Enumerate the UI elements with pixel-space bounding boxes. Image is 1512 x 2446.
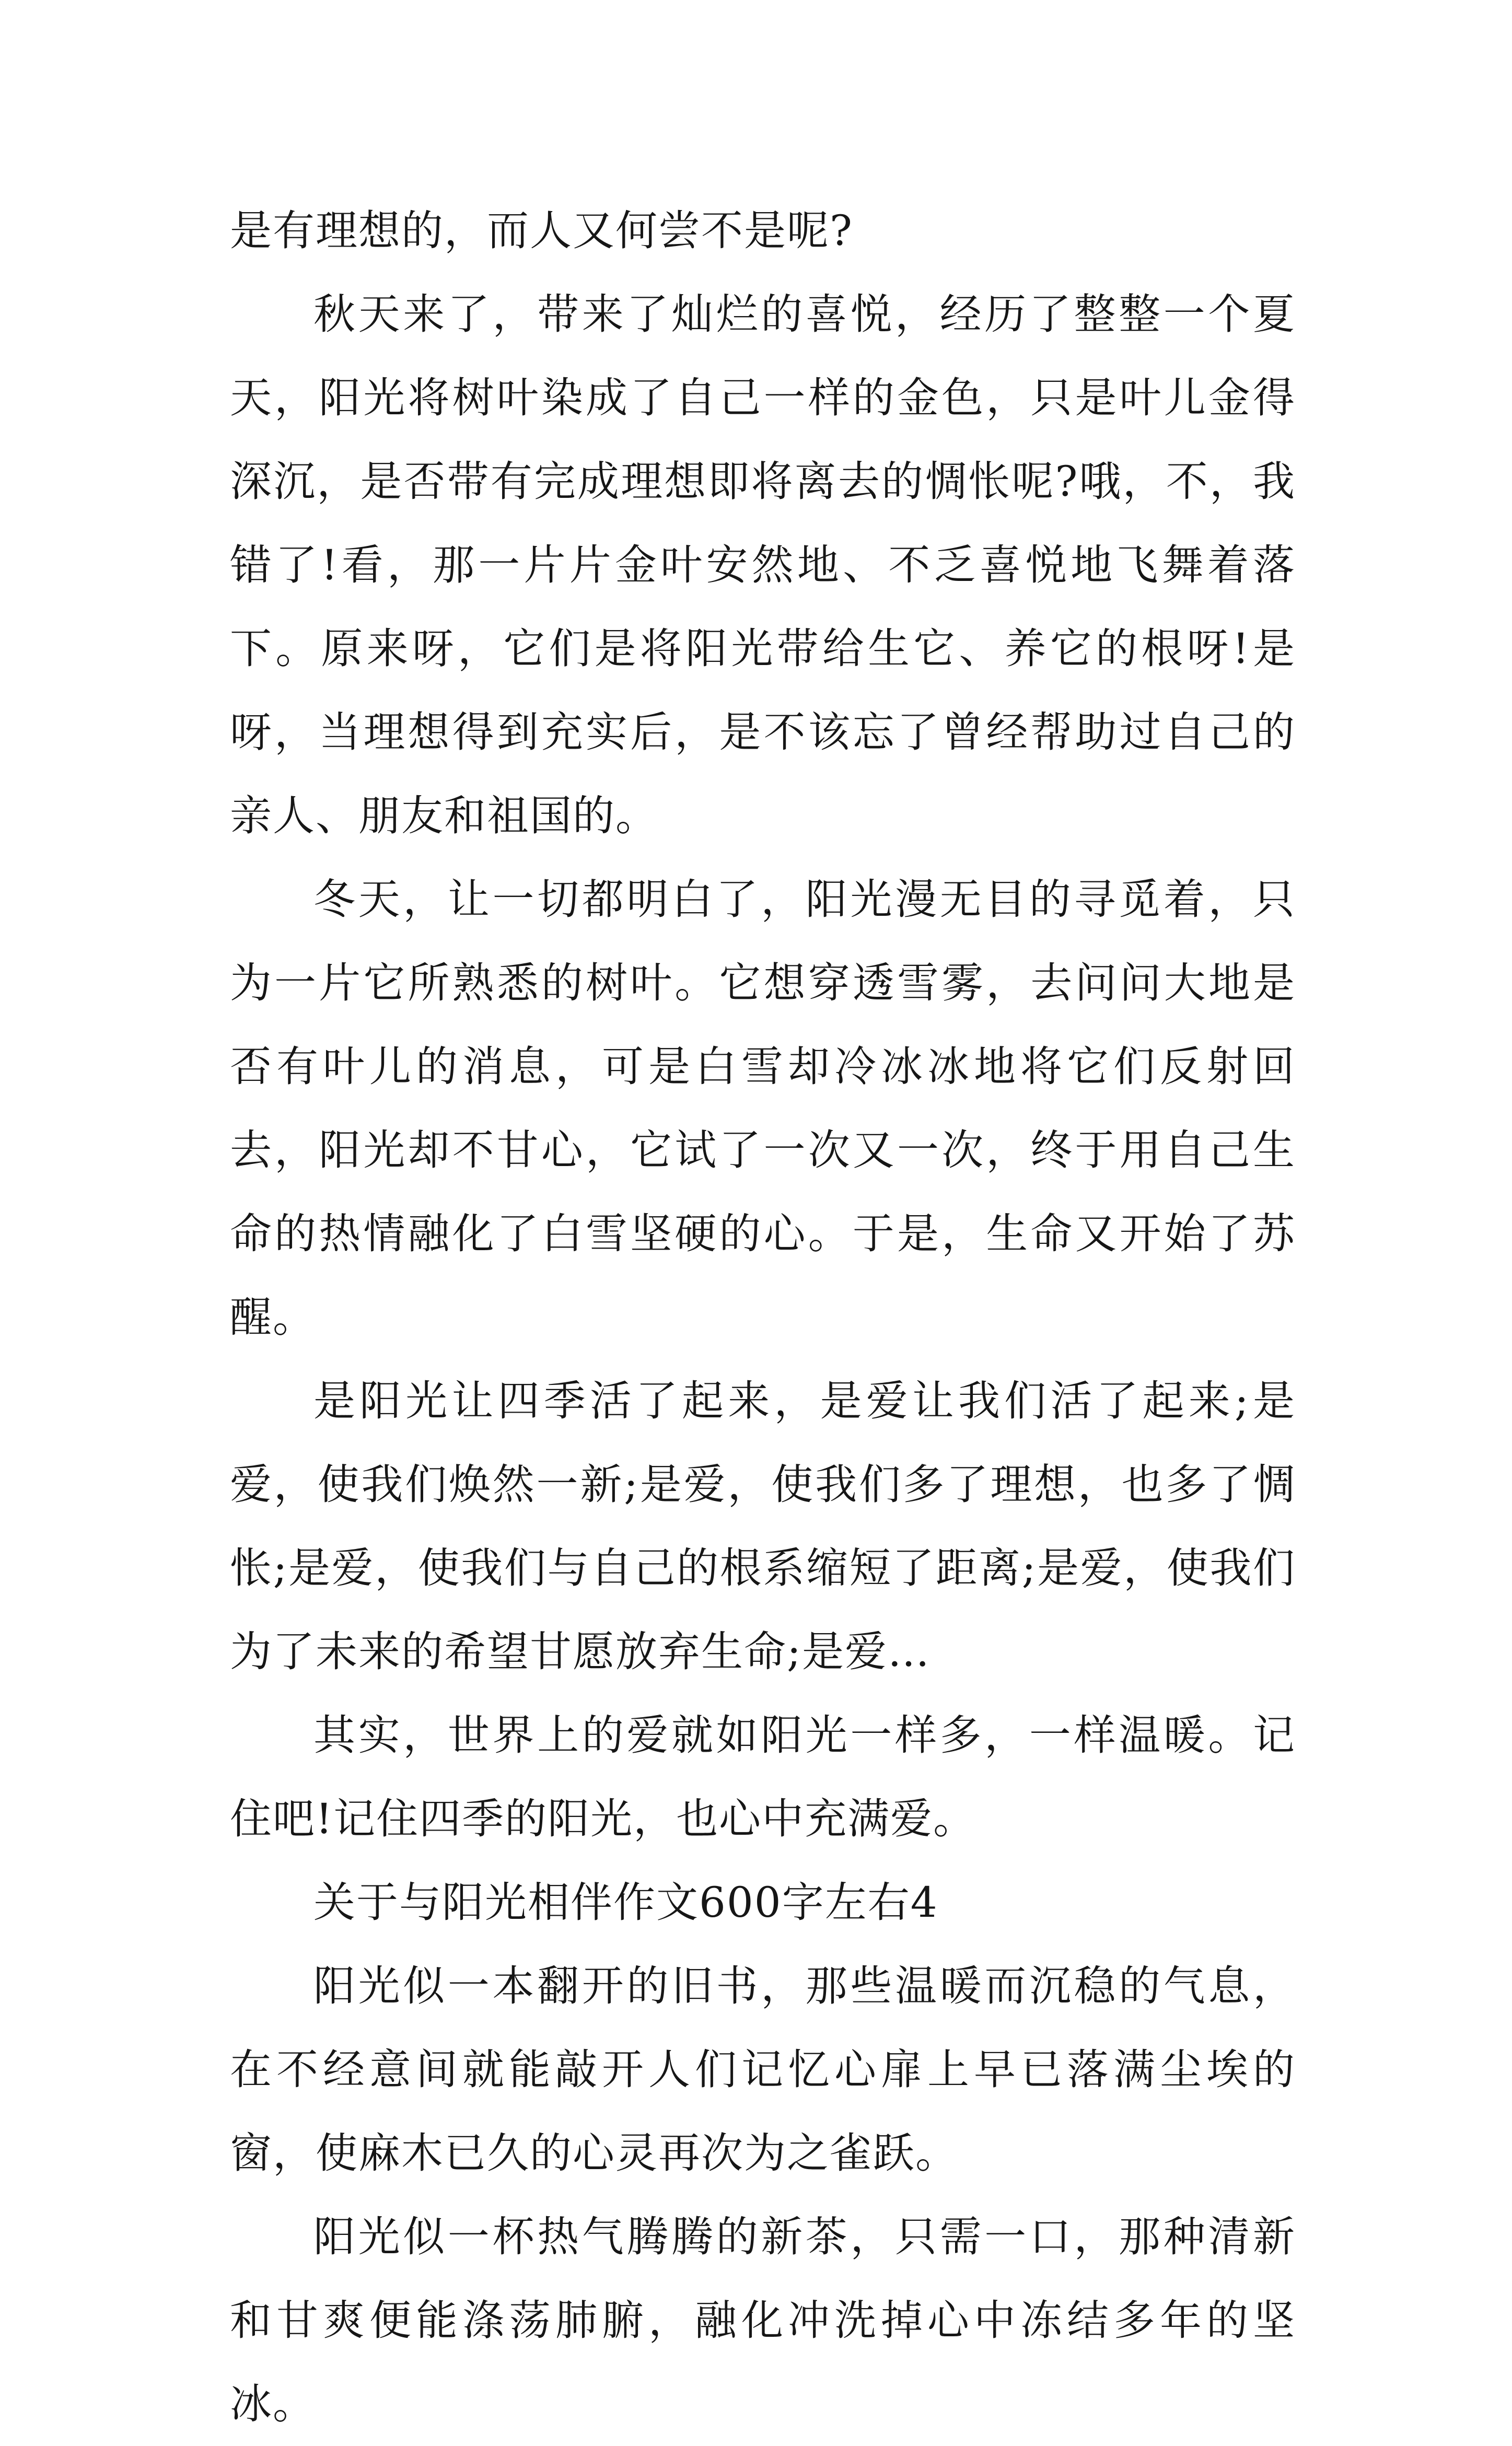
paragraph-old-book: 阳光似一本翻开的旧书，那些温暖而沉稳的气息，在不经意间就能敲开人们记忆心扉上早已落满尘埃的窗，使麻木已久的心灵再次为之雀跃。 — [230, 1962, 1296, 2177]
paragraph-continuation: 是有理想的，而人又何尝不是呢? — [230, 206, 853, 255]
paragraph-autumn: 秋天来了，带来了灿烂的喜悦，经历了整整一个夏天，阳光将树叶染成了自己一样的金色，只是叶儿金得深沉，是否带有完成理想即将离去的惆怅呢?哦，不，我错了!看，那一片片金叶安然地、不乏喜悦地飞舞着落下。原来呀，它们是将阳光带给生它、养它的根呀!是呀，当理想得到充实后，是不该忘了曾经帮助过自己的亲人、朋友和祖国的。 — [230, 290, 1296, 840]
paragraph-winter: 冬天，让一切都明白了，阳光漫无目的寻觅着，只为一片它所熟悉的树叶。它想穿透雪雾，去问问大地是否有叶儿的消息，可是白雪却冷冰冰地将它们反射回去，阳光却不甘心，它试了一次又一次，终于用自己生命的热情融化了白雪坚硬的心。于是，生命又开始了苏醒。 — [230, 875, 1296, 1342]
document-body — [230, 189, 1296, 2446]
essay-heading: 关于与阳光相伴作文600字左右4 — [313, 1878, 938, 1927]
paragraph-conclusion: 其实，世界上的爱就如阳光一样多，一样温暖。记住吧!记住四季的阳光，也心中充满爱。 — [230, 1711, 1296, 1843]
paragraph-new-tea: 阳光似一杯热气腾腾的新茶，只需一口，那种清新和甘爽便能涤荡肺腑，融化冲洗掉心中冻结多年的坚冰。 — [230, 2212, 1296, 2428]
paragraph-love: 是阳光让四季活了起来，是爱让我们活了起来;是爱，使我们焕然一新;是爱，使我们多了理想，也多了惆怅;是爱，使我们与自己的根系缩短了距离;是爱，使我们为了未来的希望甘愿放弃生命;是爱… — [230, 1377, 1296, 1676]
